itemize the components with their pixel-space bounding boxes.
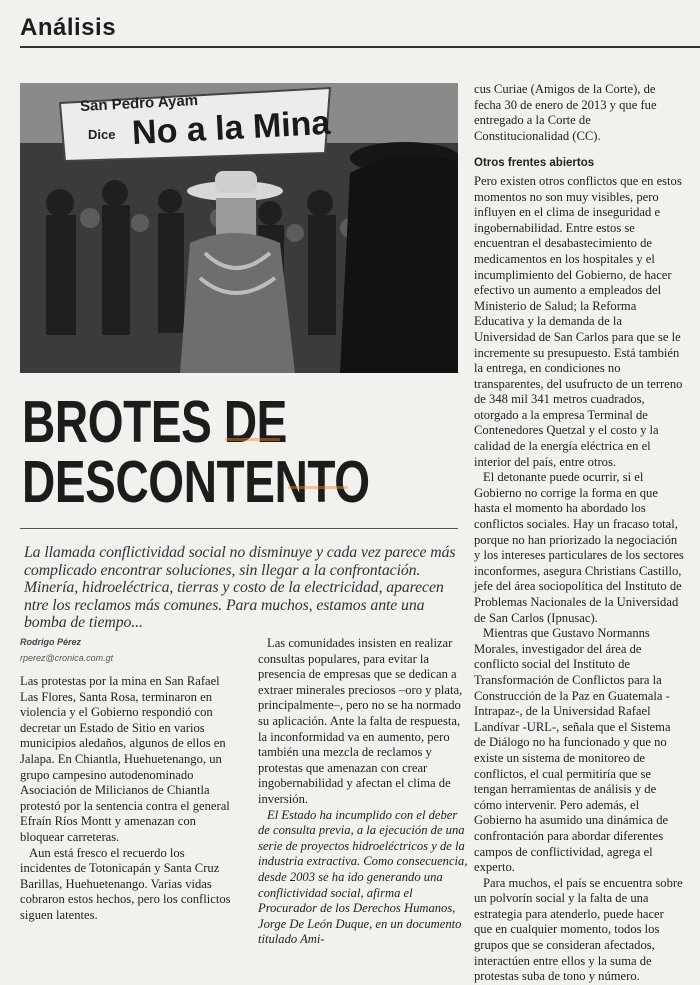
highlight-mark xyxy=(288,486,348,489)
author-byline: Rodrigo Pérez xyxy=(20,637,82,647)
subheading: Otros frentes abiertos xyxy=(474,157,595,170)
headline-rule xyxy=(20,528,458,529)
paragraph: Para muchos, el país se encuentra sobre un polvorín social y la falta de una estrategia para atenderlo, puede hacer que en cualquier momento, todos los grupos que se consideran afectados, interactúen entre ellos y la suma de protestas suba de tono y número. xyxy=(474,875,683,984)
article-column-2 xyxy=(258,636,470,948)
paragraph: Mientras que Gustavo Normanns Morales, investigador del área de conflicto social del Instituto de Transformación de Conflictos para la Construcción de la Paz en Guatemala -Intrapaz-, de la Universidad Rafael Landívar -URL-, señala que el Sistema de Diálogo no ha funcionado y que no existe un sistema de monitoreo de conflictos, el cual permitiría que se tengan herramientas de análisis y de cómo intervenir. Pero además, el Gobierno ha asumido una dinámica de confrontación para abordar diferentes campos de conflictividad, agrega el experto. xyxy=(474,626,671,875)
lead-paragraph: La llamada conflictividad social no disminuye y cada vez parece más complicado encontrar soluciones, sin llegar a la confrontación. Minería, hidroeléctrica, tierras y costo de la electricidad, aparecen ntre los reclamos más comunes. Para muchos, estamos ante una bomba de tiempo... xyxy=(24,544,456,631)
article-column-1 xyxy=(20,674,234,924)
article-column-3 xyxy=(474,82,684,985)
paragraph: Pero existen otros conflictos que en estos momentos no son muy visibles, pero influyen en el clima de inseguridad e ingobernabilidad. Entre estos se encuentran el desabastecimiento de medicamentos en los hospitales y el incumplimiento del Gobierno, de hacer efectivo un aumento a empleados del Ministerio de Salud; la Reforma Educativa y la demanda de la Universidad de San Carlos para que se le incremente su presupuesto. Está también la entrega, en condiciones no transparentes, del usufructo de un terreno de 348 mil 341 metros cuadrados, otorgado a la empresa Terminal de Contenedores Quetzal y el costo y la calidad de la energía eléctrica en el interior del país, entre otros. xyxy=(474,173,683,469)
banner-text-line3: No a la Mina xyxy=(131,103,332,153)
banner-text-line2: Dice xyxy=(88,127,116,142)
article-headline xyxy=(22,389,459,515)
banner-text-line1: San Pedro Ayam xyxy=(79,91,199,116)
headline-line1: BROTES DE xyxy=(22,389,287,455)
paragraph: El detonante puede ocurrir, si el Gobierno no corrige la forma en que hasta el momento ha abordado los conflictos sociales. Hay un fracaso total, porque no han priorizado la negociación y los intereses particulares de los sectores inconformes, asegura Christians Castillo, jefe del área sociopolítica del Instituto de Problemas Nacionales de la Universidad de San Carlos (Ipnusac). xyxy=(474,470,684,625)
highlight-mark xyxy=(225,438,280,441)
author-email: rperez@cronica.com.gt xyxy=(20,653,114,663)
section-label: Análisis xyxy=(20,14,117,41)
protest-photo xyxy=(20,83,458,373)
section-rule xyxy=(20,46,700,48)
paragraph: Las comunidades insisten en realizar consultas populares, para evitar la presencia de empresas que se dedican a extraer minerales preciosos –oro y plata, principalmente–, pero no se ha normado su aplicación. Ante la falta de respuesta, la inconformidad va en aumento, pero también una mezcla de reclamos y protestas que amenazan con crear ingobernabilidad y afectan el clima de inversión. xyxy=(258,636,463,806)
paragraph: cus Curiae (Amigos de la Corte), de fecha 30 de enero de 2013 y que fue entregado a la Corte de Constitucionalidad (CC). xyxy=(474,82,657,143)
paragraph: Las protestas por la mina en San Rafael Las Flores, Santa Rosa, terminaron en violencia y el Gobierno respondió con decretar un Estado de Sitio en varios municipios aledaños, algunos de ellos en Jalapa. En Chiantla, Huehuetenango, un grupo campesino autodenominado Asociación de Milicianos de Chiantla protestó por la sentencia contra el general Efraín Ríos Montt y amenazan con bloquear carreteras. xyxy=(20,674,230,844)
paragraph: Aun está fresco el recuerdo los incidentes de Totonicapán y Santa Cruz Barillas, Huehuetenango. Varias vidas cobraron estos hechos, pero los conflictos siguen latentes. xyxy=(20,845,231,922)
paragraph: El Estado ha incumplido con el deber de consulta previa, a la ejecución de una serie de proyectos hidroeléctricos y de la industria extractiva. Como consecuencia, desde 2003 se ha ido generando una conflictividad social, afirma el Procurador de los Derechos Humanos, Jorge De León Duque, en un documento titulado Ami- xyxy=(258,807,468,947)
headline-line2: DESCONTENTO xyxy=(22,449,370,515)
